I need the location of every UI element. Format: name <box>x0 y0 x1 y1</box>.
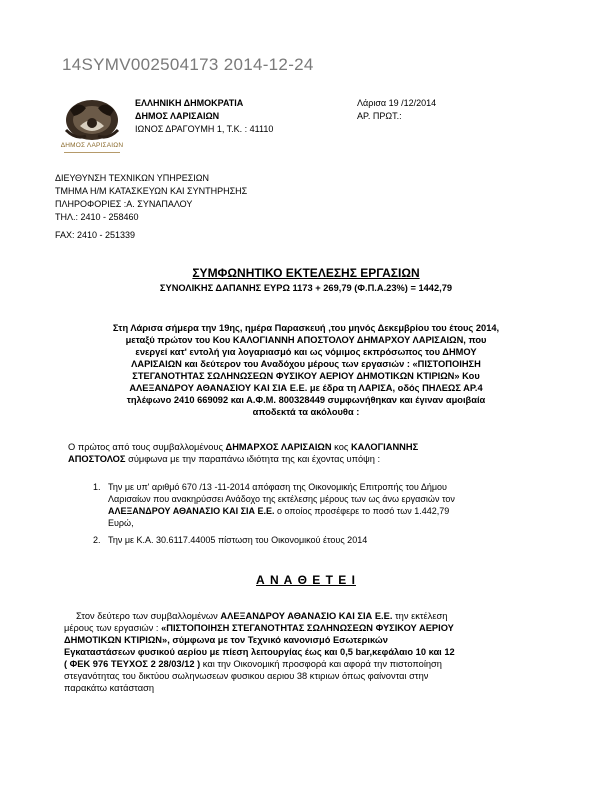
municipality-address: ΙΩΝΟΣ ΔΡΑΓΟΥΜΗ 1, Τ.Κ. : 41110 <box>135 124 274 134</box>
logo-caption: ΔΗΜΟΣ ΛΑΡΙΣΑΙΩΝ <box>60 142 124 149</box>
agreement-intro-paragraph <box>60 322 552 418</box>
protocol-number-label: ΑΡ. ΠΡΩΤ.: <box>357 111 402 121</box>
logo-caption-underline <box>64 152 120 153</box>
item-number: 1. <box>93 482 101 492</box>
item-number: 2. <box>93 535 101 545</box>
agreement-title: ΣΥΜΦΩΝΗΤΙΚΟ ΕΚΤΕΛΕΣΗΣ ΕΡΓΑΣΙΩΝ <box>192 266 420 280</box>
mayor-title: ΔΗΜΑΡΧΟΣ ΛΑΡΙΣΑΙΩΝ <box>225 442 332 452</box>
regulation-detail: Εγκαταστάσεων φυσικού αερίου με πίεση λειτουργίας έως και 0,5 bar,κεφάλαιο 10 και 12 <box>64 647 455 657</box>
first-party-text-continued: σύμφωνα με την παραπάνω ιδιότητα της και έχοντας υπόψη : <box>125 454 381 464</box>
paragraph-text: και την Οικονομική προσφορά και αφορά την πιστοποίηση <box>200 659 442 669</box>
contractor-name: ΑΛΕΞΑΝΔΡΟΥ ΑΘΑΝΑΣΙΟ ΚΑΙ ΣΙΑ Ε.Ε. <box>108 506 275 516</box>
total-cost-line: ΣΥΝΟΛΙΚΗΣ ΔΑΠΑΝΗΣ ΕΥΡΩ 1173 + 269,79 (Φ.Π.Α.23%) = 1442,79 <box>159 283 453 293</box>
regulation-reference: , σύμφωνα με τον Τεχνικό κανονισμό Εσωτερικών <box>167 635 388 645</box>
item-line: Λαρισαίων που ανακηρύσσει Ανάδοχο της εκτέλεσης μέρους των ως άνω εργασιών τον <box>108 494 455 504</box>
list-item <box>108 534 558 546</box>
paragraph-text: στεγανότητας του δικτύου σωληνωσεων φυσικου αεριου 38 κτιριων όπως φαίνονται στην <box>64 671 429 681</box>
first-party-text: Ο πρώτος από τους συμβαλλομένους <box>68 442 226 452</box>
municipality-heading: ΔΗΜΟΣ ΛΑΡΙΣΑΙΩΝ <box>135 111 220 121</box>
intro-line: μεταξύ πρώτον του Κου ΚΑΛΟΓΙΑΝΝΗ ΑΠΟΣΤΟΛΟΥ ΔΗΜΑΡΧΟΥ ΛΑΡΙΣΑΙΩΝ, που <box>125 335 487 345</box>
directorate-line: ΔΙΕΥΘΥΝΣΗ ΤΕΧΝΙΚΩΝ ΥΠΗΡΕΣΙΩΝ <box>55 173 209 183</box>
republic-heading: ΕΛΛΗΝΙΚΗ ΔΗΜΟΚΡΑΤΙΑ <box>135 98 244 108</box>
first-party-honorific: κος <box>331 442 351 452</box>
item-line: Την με Κ.Α. 30.6117.44005 πίστωση του Οικονομικού έτους 2014 <box>108 535 368 545</box>
list-item <box>108 481 558 529</box>
phone-line: ΤΗΛ.: 2410 - 258460 <box>55 212 139 222</box>
project-title: «ΠΙΣΤΟΠΟΙΗΣΗ ΣΤΕΓΑΝΟΤΗΤΑΣ ΣΩΛΗΝΩΣΕΩΝ ΦΥΣΙΚΟΥ ΑΕΡΙΟΥ <box>161 623 454 633</box>
intro-line: ΑΛΕΞΑΝΔΡΟΥ ΑΘΑΝΑΣΙΟΥ ΚΑΙ ΣΙΑ Ε.Ε. με έδρα τη ΛΑΡΙΣΑ, οδός ΠΗΛΕΩΣ ΑΡ.4 <box>129 383 483 393</box>
municipality-logo <box>56 96 128 162</box>
assignment-paragraph <box>64 610 554 694</box>
item-line: ο οποίος προσέφερε το ποσό των 1.442,79 <box>274 506 450 516</box>
department-line: ΤΜΗΜΑ Η/Μ ΚΑΤΑΣΚΕΥΩΝ ΚΑΙ ΣΥΝΤΗΡΗΣΗΣ <box>55 186 248 196</box>
intro-line: τηλέφωνο 2410 669092 και Α.Φ.Μ. 800328449 συμφωνήθηκαν και έγιναν αμοιβαία <box>126 395 486 405</box>
intro-line: αποδεκτά τα ακόλουθα : <box>252 407 360 417</box>
item-line: Ευρώ, <box>108 518 134 528</box>
intro-line: ΣΤΕΓΑΝΟΤΗΤΑΣ ΣΩΛΗΝΩΣΕΩΝ ΦΥΣΙΚΟΥ ΑΕΡΙΟΥ ΔΗΜΟΤΙΚΩΝ ΚΤΙΡΙΩΝ» Κου <box>132 371 480 381</box>
contractor-name: ΑΛΕΞΑΝΔΡΟΥ ΑΘΑΝΑΣΙΟ ΚΑΙ ΣΙΑ Ε.Ε. <box>220 611 393 621</box>
fax-line: FAX: 2410 - 251339 <box>55 230 136 240</box>
assigns-heading: Α Ν Α Θ Ε Τ Ε Ι <box>256 573 356 587</box>
mayor-firstname: ΑΠΟΣΤΟΛΟΣ <box>68 454 126 464</box>
first-party-paragraph <box>68 441 548 465</box>
mayor-surname: ΚΑΛΟΓΙΑΝΝΗΣ <box>350 442 419 452</box>
paragraph-text: την εκτέλεση <box>392 611 448 621</box>
information-contact-line: ΠΛΗΡΟΦΟΡΙΕΣ :Α. ΣΥΝΑΠΑΛΟΥ <box>55 199 193 209</box>
item-line: Την με υπ' αριθμό 670 /13 -11-2014 απόφαση της Οικονομικής Επιτροπής του Δήμου <box>108 482 447 492</box>
gazette-reference: ( ΦΕΚ 976 ΤΕΥΧΟΣ 2 28/03/12 ) <box>64 659 201 669</box>
intro-line: Στη Λάρισα σήμερα την 19ης, ημέρα Παρασκευή ,του μηνός Δεκεμβρίου του έτους 2014, <box>112 323 500 333</box>
project-title-continued: ΔΗΜΟΤΙΚΩΝ ΚΤΙΡΙΩΝ» <box>64 635 168 645</box>
paragraph-text: μέρους των εργασιών : <box>64 623 162 633</box>
document-date: Λάρισα 19 /12/2014 <box>357 98 437 108</box>
document-stamp-id: 14SYMV002504173 2014-12-24 <box>62 55 314 74</box>
intro-line: ΛΑΡΙΣΑΙΩΝ και δεύτερον του Αναδόχου μέρους των εργασιών : «ΠΙΣΤΟΠΟΙΗΣΗ <box>131 359 481 369</box>
intro-line: ενεργεί κατ' εντολή για λογαριασμό και ως νόμιμος εκπρόσωπος του ΔΗΜΟΥ <box>135 347 477 357</box>
paragraph-text: Στον δεύτερο των συμβαλλομένων <box>76 611 221 621</box>
paragraph-text: παρακάτω κατάσταση <box>64 683 154 693</box>
